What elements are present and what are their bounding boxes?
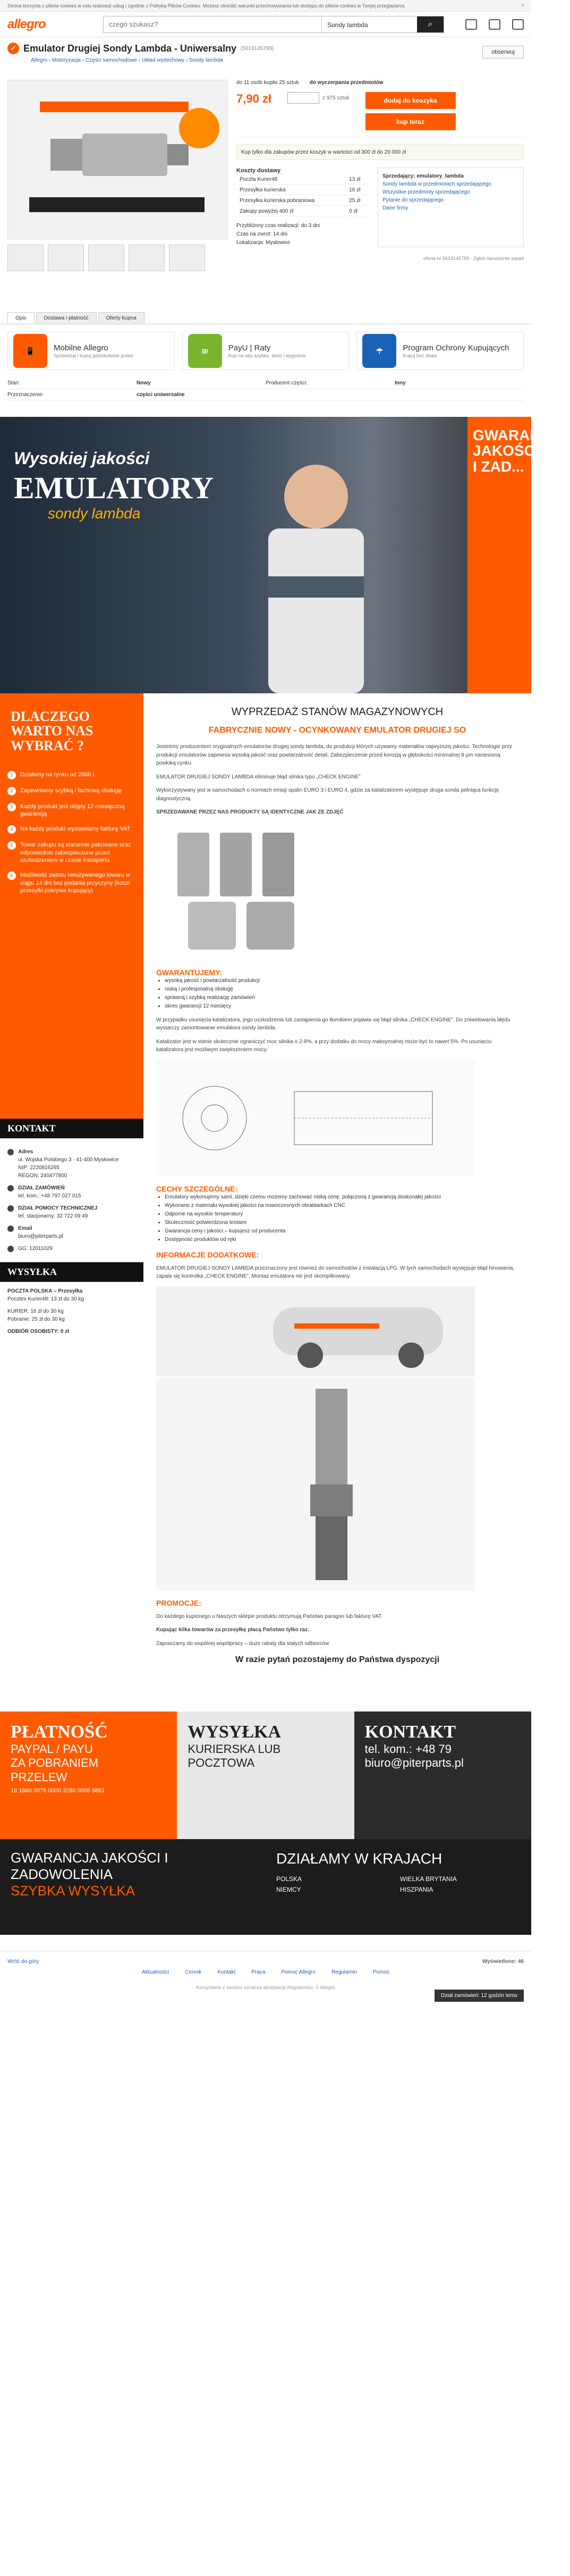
search-icon: ⌕ bbox=[428, 19, 433, 29]
param-row: Stan: Nowy Producent części: Inny bbox=[7, 377, 524, 389]
seller-link[interactable]: Dane firmy bbox=[382, 205, 409, 211]
availability: do wyczerpania przedmiotów bbox=[309, 80, 384, 86]
description-area bbox=[0, 693, 531, 1680]
search-bar bbox=[103, 16, 444, 33]
product-title bbox=[7, 43, 524, 54]
guarantee-band: GWARANCJA JAKOŚCI I ZADOWOLENIA SZYBKA WYSYŁKA bbox=[0, 1839, 266, 1935]
helpline-badge[interactable]: Dział zamówień: 12 godzin temu bbox=[435, 1990, 524, 2002]
description-headline: WYPRZEDAŻ STANÓW MAGAZYNOWYCH bbox=[231, 706, 444, 718]
shield-icon: ☂ bbox=[362, 334, 396, 368]
phone-icon bbox=[7, 1205, 14, 1212]
tabs bbox=[0, 312, 531, 324]
offer-panel bbox=[236, 80, 524, 304]
product-title-bar bbox=[0, 37, 531, 72]
table-row: Przesyłka kurierska 16 zł bbox=[237, 186, 368, 195]
features-list: • Emulatory wykonujemy sami, dzięki czemu możemy zachować niską cenę, połączoną z gwarancją doskonałej jakości • Wykonane z materiału wysokiej jakości na nowoczesnych obrabiarkach CNC • Odporne na wysokie temperatury • Skuteczność potwierdzona testami • Gwarancja ceny i jakości – kupujesz od producenta • Dostępność produktów od ręki bbox=[156, 1193, 518, 1244]
main-image[interactable] bbox=[7, 80, 228, 239]
price: 7,90 zł bbox=[236, 92, 272, 105]
hero-banner bbox=[0, 417, 570, 693]
price-box bbox=[236, 86, 524, 137]
delivery-table bbox=[236, 174, 369, 217]
cookie-text: Strona korzysta z plików cookies w celu realizacji usług i zgodnie z Polityką Plików Cookies. Możesz określić warunki przechowywania lub dostępu do plików cookies w Twojej przeglądarce. bbox=[7, 3, 406, 9]
hero-side: GWARANCJA JAKOŚCI I ZAD... bbox=[467, 417, 531, 693]
contact-band: KONTAKT tel. kom.: +48 79 biuro@piterparts.pl bbox=[354, 1711, 531, 1839]
mobile-icon: 📱 bbox=[13, 334, 47, 368]
category-select[interactable]: Sondy lambda bbox=[321, 16, 417, 32]
mail-icon bbox=[7, 1226, 14, 1232]
thumbnail-strip bbox=[7, 245, 228, 271]
list-item: 3 Każdy produkt jest objęty 12 miesięczną gwarancją bbox=[7, 803, 136, 818]
payu-icon: ₪ bbox=[188, 334, 222, 368]
close-icon[interactable]: ✕ bbox=[521, 3, 525, 8]
hero-line2: EMULATORY bbox=[14, 471, 214, 505]
footer-bands bbox=[0, 1711, 531, 1839]
allegro-logo[interactable]: allegro bbox=[7, 16, 46, 31]
banner-protection[interactable]: ☂ Program Ochrony Kupujących Kupuj bez obaw bbox=[356, 332, 524, 370]
footer-bands-2 bbox=[0, 1839, 531, 1935]
footer bbox=[0, 1951, 531, 2009]
hero-line3: sondy lambda bbox=[48, 505, 141, 522]
description-text: WYPRZEDAŻ STANÓW MAGAZYNOWYCH FABRYCZNIE NOWY - OCYNKOWANY EMULATOR DRUGIEJ SO Jesteśmy producentem oryginalnych emulatorów drugiej sondy lambda, do produkcji których używamy materiałów najwyższej jakości. Technologie przy produkcji emulatorów zapewnia wysoką jakość oraz powtarzalność detali. Zabezpieczenie przed korozją w głębokości minimalnej 8 µm naniesioną powłoką cynku. EMULATOR DRUGIEJ SONDY LAMBDA eliminuje błąd silnika typu „CHECK ENGINE” Wykorzystywany jest w samochodach o normach emisji spalin EURO 3 i EURO 4, gdzie za katalizatorem występuje druga sonda pełniąca funkcję diagnostyczną. SPRZEDAWANE PRZEZ NAS PRODUKTY SĄ IDENTYCZNE JAK ZE ZDJĘĆ GWARANTUJEMY: • wysoką jakość i powtarzalność produkcji • niską i profesjonalną obsługę • sprawną i szybką realizację zamówień • okres gwarancji 12 miesięcy W przypadku usunięcia katalizatora, jego uszkodzenia lub zastąpienia go tłumikiem pojawia się błąd silnika „CHECK ENGINE”. Do zniwelowania błędu wystarczy zamontowanie emulatora sondy lambda. Katalizator jest w stanie skutecznie ograniczyć moc silnika o 2-8%, a przy dodatku do mocy maksymalnej może być to nawet 5%. Po usunięciu katalizatora jest możliwym zwiększeniem mocy. CECHY SZCZEGÓLNE: • Emulatory wykonujemy sami, dzięki czemu możemy zachować niską cenę, połączoną z gwarancją doskonałej jakości • Wykonane z materiału wysokiej jakości na nowoczesnych obrabiarkach CNC • Odporne na wysokie temperatury • Skuteczność potwierdzona testami • Gwarancja ceny i jakości – kupujesz od producenta • Dostępność produktów od ręki INFORMACJE DODATKOWE: EMULATOR DRUGIEJ SONDY LAMBDA przeznaczony jest również do samochodów z instalacją LPG. W tych samochodach występuje błąd hinowania, zapala się kontrolka „CHECK ENGINE”. Montaż emulatora nie jest skomplikowany. PROMOCJE: Do każdego kupionego u Naszych sklepie produktu otrzymują Państwo paragon lub fakturę VAT. Kupując kilka towarów za przesyłkę płacą Państwo tylko raz. Zapraszamy do wspólnej współpracy – duże rabaty dla stałych odbiorców W razie pytań pozostajemy do Państwa dyspozycji bbox=[143, 693, 531, 1680]
shipping-box: WYSYŁKA POCZTA POLSKA – Przesyłka Pocztex Kurier48: 13 zł do 30 kg KURIER: 16 zł do 30 kg Pobranie: 25 zł do 30 kg ODBIÓR OSOBISTY: 0 zł bbox=[0, 1262, 143, 1341]
guarantee-title: GWARANTUJEMY: bbox=[156, 968, 223, 977]
check-icon: ✓ bbox=[7, 43, 19, 54]
delivery-header: Koszty dostawy bbox=[236, 167, 281, 174]
list-item: 5 Towar zakupu są starannie pakowane oraz odpowiednio zabezpieczone przed uszkodzeniem w czasie transportu bbox=[7, 841, 136, 864]
promo-banners bbox=[0, 324, 531, 377]
emulator-image bbox=[8, 80, 228, 240]
seller-box bbox=[378, 167, 524, 247]
table-row: Zakupy powyżej 400 zł 0 zł bbox=[237, 207, 368, 216]
banner-mobile[interactable]: 📱 Mobilne Allegro Sprawdzaj i kupuj gdziekolwiek jesteś bbox=[7, 332, 175, 370]
buy-now-button[interactable]: kup teraz bbox=[365, 113, 456, 130]
seller-link[interactable]: Wszystkie przedmioty sprzedającego bbox=[382, 189, 470, 195]
location: Lokalizacja: Mysłowice bbox=[236, 240, 291, 246]
seller-title: Sprzedający: emulatory_lambda bbox=[382, 173, 464, 179]
search-button[interactable] bbox=[417, 16, 444, 32]
copyright: Korzystanie z serwisu oznacza akceptację Regulaminu. © Allegro bbox=[196, 1985, 335, 1990]
thumbnail[interactable] bbox=[169, 245, 205, 271]
table-row: Poczta Kurier48 13 zł bbox=[237, 175, 368, 184]
payu-note: Kup tylko dla zakupów przez koszyk w wartości od 300 zł do 20 000 zł bbox=[236, 145, 524, 160]
product-title-text: Emulator Drugiej Sondy Lambda - Uniwersalny bbox=[23, 43, 237, 54]
header bbox=[0, 12, 531, 37]
param-row: Przeznaczenie: części uniwersalne bbox=[7, 389, 524, 401]
delivery-section bbox=[236, 167, 524, 247]
offer-number[interactable]: oferta nr 5619145799 · Zgłoś naruszenie zasad bbox=[423, 256, 524, 261]
table-row: Przesyłka kurierska pobraniowa 25 zł bbox=[237, 196, 368, 206]
sensor-photo bbox=[156, 1378, 475, 1591]
list-item: 6 Możliwość zwrotu nieużywanego towaru w ciągu 14 dni bez podania przyczyny (koszt przesyłki pokrywa kupujący) bbox=[7, 871, 136, 894]
sold-count: do 11 osób kupiło 25 sztuk bbox=[236, 80, 299, 86]
gallery bbox=[7, 80, 228, 304]
list-item: 4 Na każdy produkt wystawiamy fakturę VAT bbox=[7, 825, 136, 834]
product-section bbox=[0, 72, 531, 312]
mechanic-image bbox=[250, 438, 382, 693]
breadcrumb[interactable]: Allegro › Motoryzacja › Części samochodowe › Układ wydechowy › Sondy lambda bbox=[31, 57, 223, 63]
cookie-bar bbox=[0, 0, 531, 12]
description-sub: FABRYCZNIE NOWY - OCYNKOWANY EMULATOR DRUGIEJ SO bbox=[208, 726, 466, 735]
thumbnail[interactable] bbox=[88, 245, 124, 271]
sold-info bbox=[236, 80, 524, 86]
banner-payu[interactable]: ₪ PayU | Raty Kup na raty szybko, tanio i wygodnie bbox=[182, 332, 350, 370]
parameters bbox=[0, 377, 531, 401]
add-to-cart-button[interactable]: dodaj do koszyka bbox=[365, 92, 456, 109]
thumbnail[interactable] bbox=[48, 245, 84, 271]
final-message: W razie pytań pozostajemy do Państwa dyspozycji bbox=[235, 1655, 440, 1664]
qty-label: z 975 sztuk bbox=[322, 95, 350, 101]
seller-link[interactable]: Pytanie do sprzedającego bbox=[382, 197, 444, 203]
tab-delivery[interactable]: Dostawa i płatność bbox=[36, 312, 97, 324]
bell-icon[interactable] bbox=[512, 19, 524, 30]
cart-icon[interactable] bbox=[465, 19, 477, 30]
guarantee-list: • wysoką jakość i powtarzalność produkcji • niską i profesjonalną obsługę • sprawną i szybką realizację zamówień • okres gwarancji 12 miesięcy bbox=[156, 977, 518, 1011]
thumbnail[interactable] bbox=[129, 245, 165, 271]
technical-drawing bbox=[156, 1060, 475, 1177]
why-us bbox=[0, 693, 143, 1119]
header-icons bbox=[465, 19, 524, 30]
list-item: 1 Działamy na rynku od 2006 r. bbox=[7, 771, 136, 779]
user-icon[interactable] bbox=[489, 19, 500, 30]
why-title: DLACZEGO WARTO NAS WYBRAĆ ? bbox=[11, 709, 93, 753]
payment-band: PŁATNOŚĆ PAYPAL / PAYU ZA POBRANIEM PRZELEW 18 1660 0076 0000 3280 0005 9861 bbox=[0, 1711, 177, 1839]
countries-band: DZIAŁAMY W KRAJACH POLSKA WIELKA BRYTANIA NIEMCY HISZPANIA bbox=[266, 1839, 531, 1935]
thumbnail[interactable] bbox=[7, 245, 44, 271]
back-to-top-link[interactable]: Wróć do góry bbox=[7, 1959, 39, 1965]
product-photo bbox=[156, 822, 316, 960]
shipping-band: WYSYŁKA KURIERSKA LUB POCZTOWA bbox=[177, 1711, 354, 1839]
install-diagram bbox=[156, 1286, 475, 1377]
product-number: (5619145799) bbox=[241, 45, 274, 52]
realization-time: Przybliżony czas realizacji: do 3 dni bbox=[236, 223, 320, 229]
gg-icon bbox=[7, 1246, 14, 1252]
address-icon bbox=[7, 1149, 14, 1155]
search-input[interactable] bbox=[104, 16, 321, 32]
list-item: 2 Zapewniamy szybką i fachową obsługę bbox=[7, 787, 136, 795]
tab-description[interactable]: Opis bbox=[7, 312, 35, 324]
view-count: Wyświetlono: 46 bbox=[482, 1959, 524, 1965]
contact-box: KONTAKT Adres ul. Wojska Polskiego 3 · 41-400 Mysłowice NIP: 2220816265 REGON: 240477800 DZIAŁ ZAMÓWIEŃ tel. kom.: +48 797 027 015 DZIAŁ POMOCY TECHNICZNEJ tel. stacjonarny: 32 722 09 49 Email biuro@piterparts.pl GG: 12011029 bbox=[0, 1119, 143, 1262]
return-time: Czas na zwrot: 14 dni bbox=[236, 231, 288, 237]
tab-offers[interactable]: Oferty kupna bbox=[98, 312, 144, 324]
quantity-stepper[interactable] bbox=[287, 92, 350, 104]
watch-button[interactable]: obserwuj bbox=[482, 46, 524, 58]
footer-links: Aktualności Cennik Kontakt Praca Pomoc Allegro Regulamin Pomoc bbox=[142, 1969, 389, 1975]
hero-line1: Wysokiej jakości bbox=[14, 449, 150, 468]
seller-link[interactable]: Sondy lambda w przedmiotach sprzedającego bbox=[382, 181, 491, 187]
phone-icon bbox=[7, 1185, 14, 1191]
